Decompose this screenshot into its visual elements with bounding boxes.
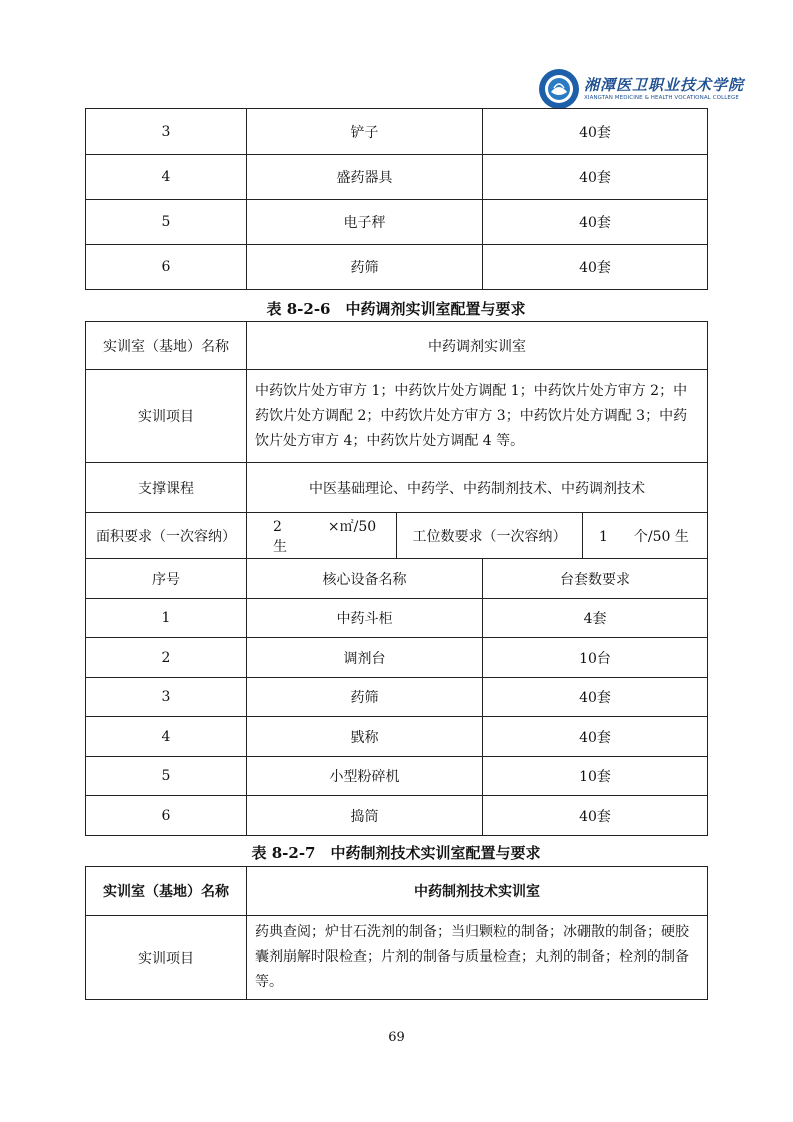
equipment-name: 电子秤 — [247, 200, 483, 245]
table-row — [86, 599, 708, 638]
col-header-name: 核心设备名称 — [247, 559, 483, 599]
row-number: 1 — [86, 599, 247, 638]
course-label: 支撑课程 — [86, 463, 247, 513]
row-number: 5 — [86, 200, 247, 245]
room-name-label: 实训室（基地）名称 — [86, 867, 247, 916]
equipment-name: 药筛 — [247, 245, 483, 290]
equipment-name: 中药斗柜 — [247, 599, 483, 638]
equipment-qty: 40套 — [483, 200, 708, 245]
equipment-name: 小型粉碎机 — [247, 757, 483, 796]
equipment-qty: 40套 — [483, 155, 708, 200]
station-label: 工位数要求（一次容纳） — [397, 513, 583, 559]
column-header-row — [86, 559, 708, 599]
row-number: 4 — [86, 717, 247, 757]
equipment-qty: 10套 — [483, 757, 708, 796]
table-8-2-6 — [85, 321, 708, 836]
area-label: 面积要求（一次容纳） — [86, 513, 247, 559]
station-value — [583, 513, 708, 559]
course-row — [86, 463, 708, 513]
area-unit: ×㎡/50 生 — [273, 518, 377, 555]
equipment-qty: 40套 — [483, 678, 708, 717]
area-row — [86, 513, 708, 559]
station-unit: 个/50 生 — [633, 528, 689, 545]
table-row — [86, 678, 708, 717]
project-value: 药典查阅；炉甘石洗剂的制备；当归颗粒的制备；冰硼散的制备；硬胶囊剂崩解时限检查；片剂的制备与质量检查；丸剂的制备；栓剂的制备等。 — [247, 916, 708, 1000]
station-number: 1 — [599, 528, 608, 545]
room-name-row — [86, 867, 708, 916]
course-value: 中医基础理论、中药学、中药制剂技术、中药调剂技术 — [247, 463, 708, 513]
equipment-name: 盛药器具 — [247, 155, 483, 200]
table-row — [86, 109, 708, 155]
table-row — [86, 757, 708, 796]
equipment-qty: 40套 — [483, 109, 708, 155]
table-row — [86, 717, 708, 757]
area-number: 2 — [273, 518, 282, 535]
equipment-name: 药筛 — [247, 678, 483, 717]
project-label: 实训项目 — [86, 370, 247, 463]
table-row — [86, 200, 708, 245]
project-row — [86, 916, 708, 1000]
table-caption-8-2-6: 表 8-2-6 中药调剂实训室配置与要求 — [266, 300, 526, 318]
equipment-qty: 10台 — [483, 638, 708, 678]
table-row — [86, 638, 708, 678]
equipment-name: 调剂台 — [247, 638, 483, 678]
room-name-label: 实训室（基地）名称 — [86, 322, 247, 370]
room-name-value: 中药制剂技术实训室 — [247, 867, 708, 916]
row-number: 3 — [86, 109, 247, 155]
equipment-qty: 40套 — [483, 717, 708, 757]
college-logo — [538, 66, 745, 114]
equipment-qty: 40套 — [483, 245, 708, 290]
logo-chinese-name: 湘潭医卫职业技术学院 — [584, 76, 745, 94]
logo-english-name: XIANGTAN MEDICINE & HEALTH VOCATIONAL COLLEGE — [584, 95, 739, 101]
equipment-name: 捣筒 — [247, 796, 483, 836]
area-value — [247, 513, 397, 559]
equipment-table-continued — [85, 108, 708, 290]
project-row — [86, 370, 708, 463]
college-emblem-icon — [538, 68, 580, 110]
table-caption-8-2-7: 表 8-2-7 中药制剂技术实训室配置与要求 — [251, 844, 541, 862]
equipment-name: 铲子 — [247, 109, 483, 155]
row-number: 6 — [86, 796, 247, 836]
equipment-qty: 4套 — [483, 599, 708, 638]
row-number: 2 — [86, 638, 247, 678]
table-row — [86, 245, 708, 290]
project-value: 中药饮片处方审方 1；中药饮片处方调配 1；中药饮片处方审方 2；中药饮片处方调配 2；中药饮片处方审方 3；中药饮片处方调配 3；中药饮片处方审方 4；中药饮片处方调配 4 等。 — [247, 370, 708, 463]
row-number: 4 — [86, 155, 247, 200]
equipment-name: 戥称 — [247, 717, 483, 757]
table-row — [86, 155, 708, 200]
table-row — [86, 796, 708, 836]
table-8-2-7 — [85, 866, 708, 1000]
project-label: 实训项目 — [86, 916, 247, 1000]
row-number: 3 — [86, 678, 247, 717]
page-number: 69 — [388, 1030, 405, 1045]
room-name-row — [86, 322, 708, 370]
row-number: 6 — [86, 245, 247, 290]
room-name-value: 中药调剂实训室 — [247, 322, 708, 370]
col-header-no: 序号 — [86, 559, 247, 599]
col-header-qty: 台套数要求 — [483, 559, 708, 599]
row-number: 5 — [86, 757, 247, 796]
equipment-qty: 40套 — [483, 796, 708, 836]
